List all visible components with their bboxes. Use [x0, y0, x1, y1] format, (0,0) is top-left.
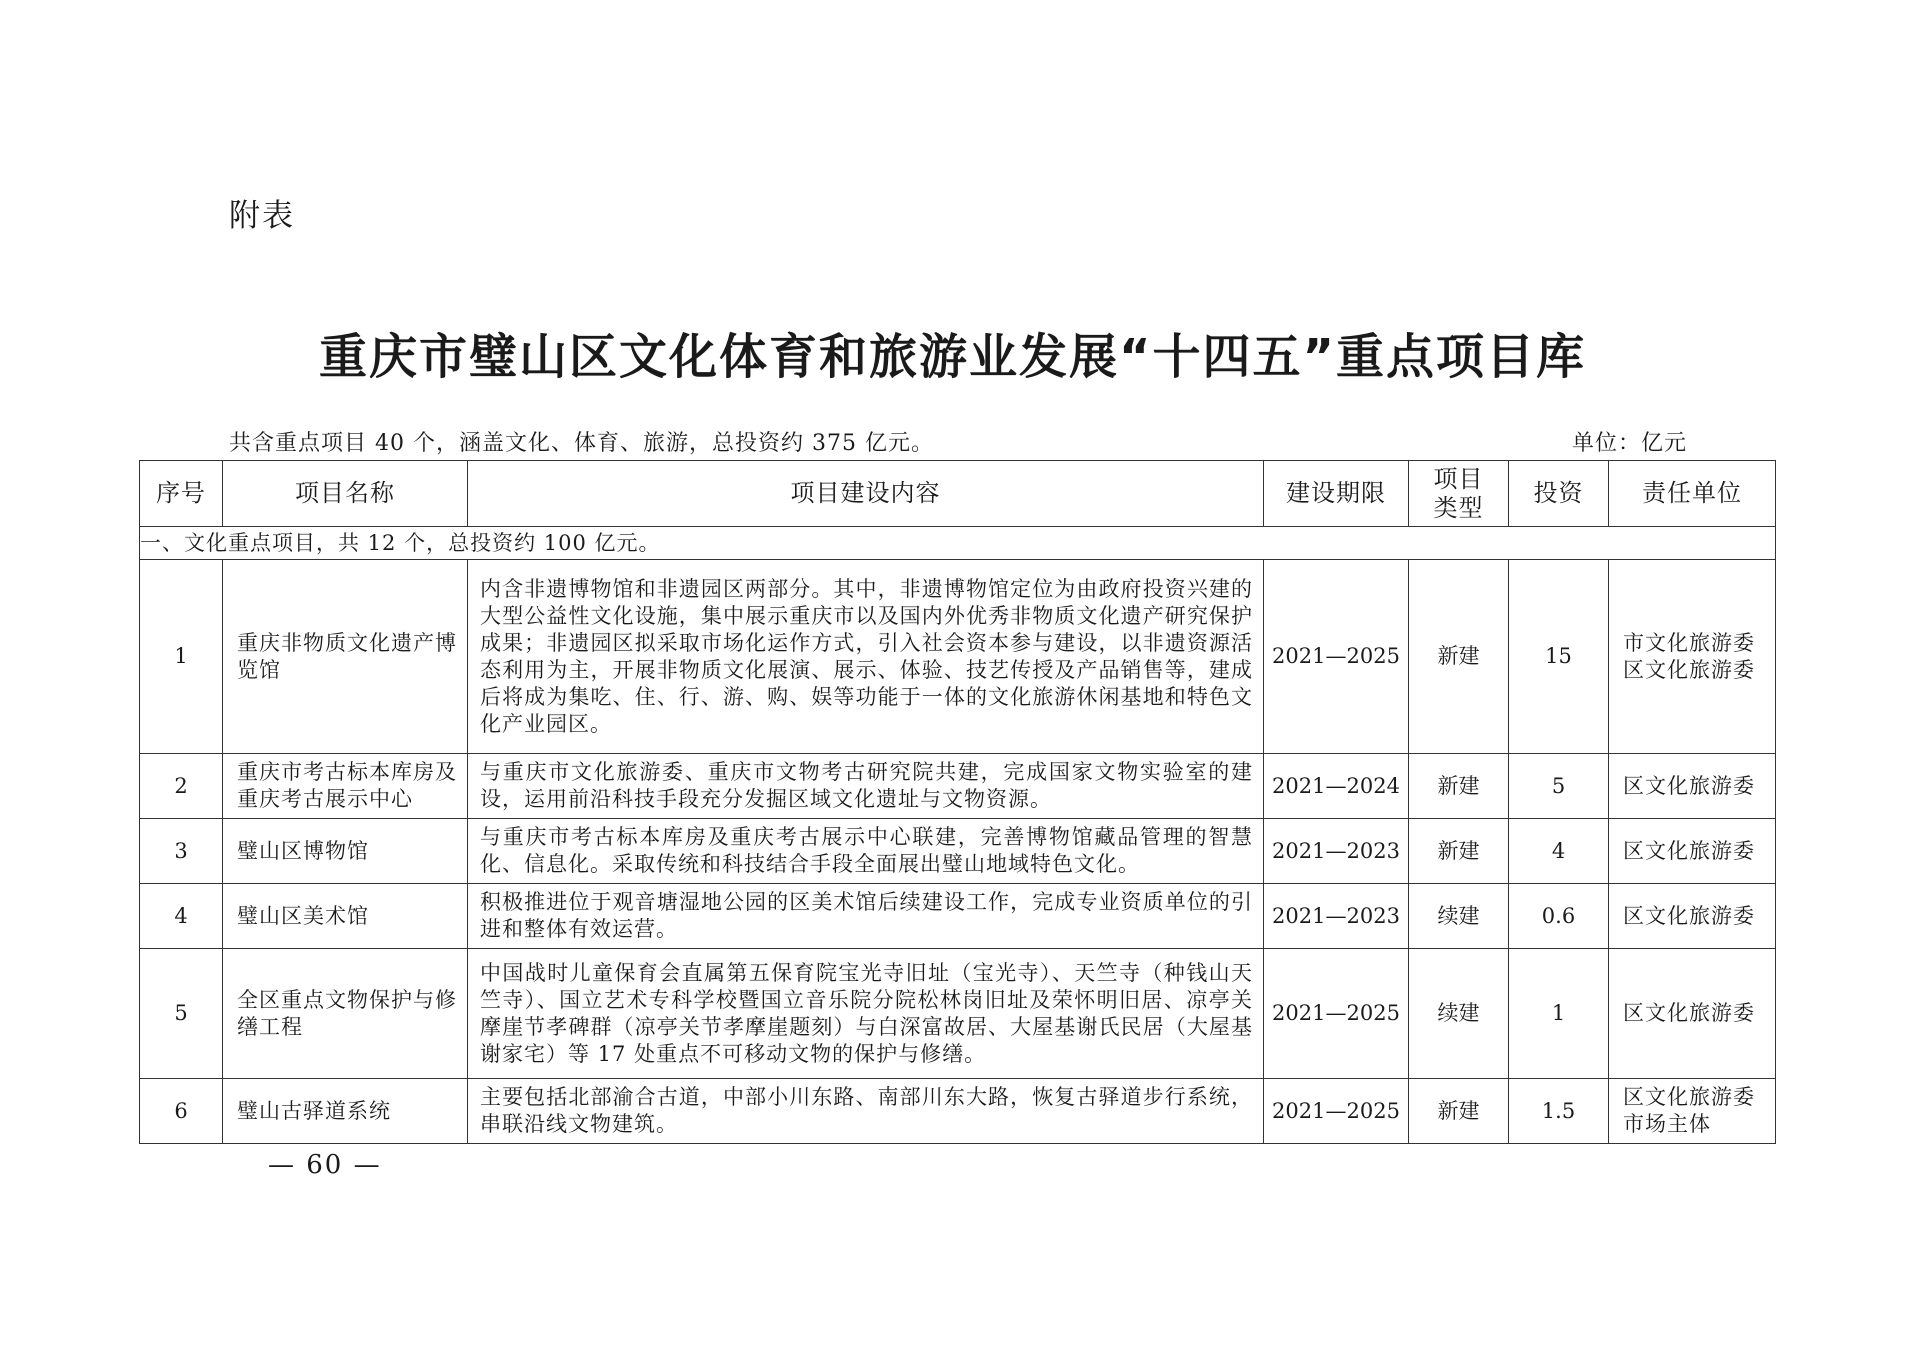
page-number: — 60 —: [268, 1150, 382, 1180]
header-content: 项目建设内容: [468, 461, 1264, 527]
appendix-label: 附表: [229, 198, 295, 234]
row-content: 积极推进位于观音塘湿地公园的区美术馆后续建设工作，完成专业资质单位的引进和整体有效运营。: [468, 884, 1264, 949]
row-type: 新建: [1409, 1079, 1509, 1144]
section-row: [140, 527, 1776, 560]
row-unit-line1: 区文化旅游委: [1623, 903, 1755, 928]
row-seq: 3: [140, 819, 223, 884]
row-name: 重庆市考古标本库房及重庆考古展示中心: [223, 754, 468, 819]
header-type-line2: 类型: [1433, 493, 1484, 522]
row-unit-line1: 区文化旅游委: [1623, 1001, 1755, 1025]
table-row: [140, 1079, 1776, 1144]
row-period: 2021—2024: [1264, 754, 1409, 819]
header-unit: 责任单位: [1609, 461, 1776, 527]
table-header-row: [140, 461, 1776, 527]
row-invest: 15: [1509, 560, 1609, 754]
row-unit: [1609, 1079, 1776, 1144]
unit-label: 单位：亿元: [1571, 431, 1687, 456]
row-seq: 4: [140, 884, 223, 949]
row-unit-line1: 区文化旅游委: [1623, 773, 1755, 798]
row-invest: 4: [1509, 819, 1609, 884]
row-invest: 1.5: [1509, 1079, 1609, 1144]
row-content: 主要包括北部渝合古道，中部小川东路、南部川东大路，恢复古驿道步行系统，串联沿线文物建筑。: [468, 1079, 1264, 1144]
row-name: 璧山古驿道系统: [223, 1079, 468, 1144]
row-unit-line2: 区文化旅游委: [1623, 657, 1755, 682]
row-period: 2021—2023: [1264, 884, 1409, 949]
summary-text: 共含重点项目 40 个，涵盖文化、体育、旅游，总投资约 375 亿元。: [229, 431, 934, 456]
row-unit: [1609, 560, 1776, 754]
row-type: 续建: [1409, 884, 1509, 949]
header-type: [1409, 461, 1509, 527]
project-table: [139, 460, 1776, 1144]
header-seq: 序号: [140, 461, 223, 527]
row-unit: [1609, 754, 1776, 819]
row-content: 与重庆市考古标本库房及重庆考古展示中心联建，完善博物馆藏品管理的智慧化、信息化。采取传统和科技结合手段全面展出璧山地域特色文化。: [468, 819, 1264, 884]
row-type: 新建: [1409, 754, 1509, 819]
row-period: 2021—2025: [1264, 1079, 1409, 1144]
row-unit-line2: 市场主体: [1623, 1112, 1711, 1136]
table-row: [140, 819, 1776, 884]
row-content: 中国战时儿童保育会直属第五保育院宝光寺旧址（宝光寺）、天竺寺（种钱山天竺寺）、国立艺术专科学校暨国立音乐院分院松林岗旧址及荣怀明旧居、凉亭关摩崖节孝碑群（凉亭关节孝摩崖题刻）与白深富故居、大屋基谢氏民居（大屋基谢家宅）等 17 处重点不可移动文物的保护与修缮。: [468, 949, 1264, 1079]
header-period: 建设期限: [1264, 461, 1409, 527]
row-type: 续建: [1409, 949, 1509, 1079]
row-invest: 0.6: [1509, 884, 1609, 949]
document-title: 重庆市璧山区文化体育和旅游业发展“十四五”重点项目库: [318, 329, 1587, 385]
row-type: 新建: [1409, 819, 1509, 884]
row-unit: [1609, 884, 1776, 949]
table-row: [140, 884, 1776, 949]
row-name: 重庆非物质文化遗产博览馆: [223, 560, 468, 754]
table-row: [140, 949, 1776, 1079]
row-unit-line1: 区文化旅游委: [1623, 1085, 1755, 1109]
row-content: 与重庆市文化旅游委、重庆市文物考古研究院共建，完成国家文物实验室的建设，运用前沿科技手段充分发掘区域文化遗址与文物资源。: [468, 754, 1264, 819]
row-period: 2021—2025: [1264, 560, 1409, 754]
row-period: 2021—2023: [1264, 819, 1409, 884]
row-name: 璧山区美术馆: [223, 884, 468, 949]
row-seq: 6: [140, 1079, 223, 1144]
row-content: 内含非遗博物馆和非遗园区两部分。其中，非遗博物馆定位为由政府投资兴建的大型公益性文化设施，集中展示重庆市以及国内外优秀非物质文化遗产研究保护成果；非遗园区拟采取市场化运作方式，引入社会资本参与建设，以非遗资源活态利用为主，开展非物质文化展演、展示、体验、技艺传授及产品销售等，建成后将成为集吃、住、行、游、购、娱等功能于一体的文化旅游休闲基地和特色文化产业园区。: [468, 560, 1264, 754]
row-invest: 1: [1509, 949, 1609, 1079]
row-unit: [1609, 819, 1776, 884]
row-unit-line1: 市文化旅游委: [1623, 630, 1755, 655]
row-seq: 2: [140, 754, 223, 819]
row-seq: 1: [140, 560, 223, 754]
table-row: [140, 560, 1776, 754]
row-unit: [1609, 949, 1776, 1079]
row-invest: 5: [1509, 754, 1609, 819]
row-name: 璧山区博物馆: [223, 819, 468, 884]
row-seq: 5: [140, 949, 223, 1079]
header-invest: 投资: [1509, 461, 1609, 527]
table-row: [140, 754, 1776, 819]
section-heading: 一、文化重点项目，共 12 个，总投资约 100 亿元。: [140, 527, 1776, 560]
header-name: 项目名称: [223, 461, 468, 527]
row-name: 全区重点文物保护与修缮工程: [223, 949, 468, 1079]
row-unit-line1: 区文化旅游委: [1623, 838, 1755, 863]
row-type: 新建: [1409, 560, 1509, 754]
row-period: 2021—2025: [1264, 949, 1409, 1079]
header-type-line1: 项目: [1433, 464, 1484, 493]
